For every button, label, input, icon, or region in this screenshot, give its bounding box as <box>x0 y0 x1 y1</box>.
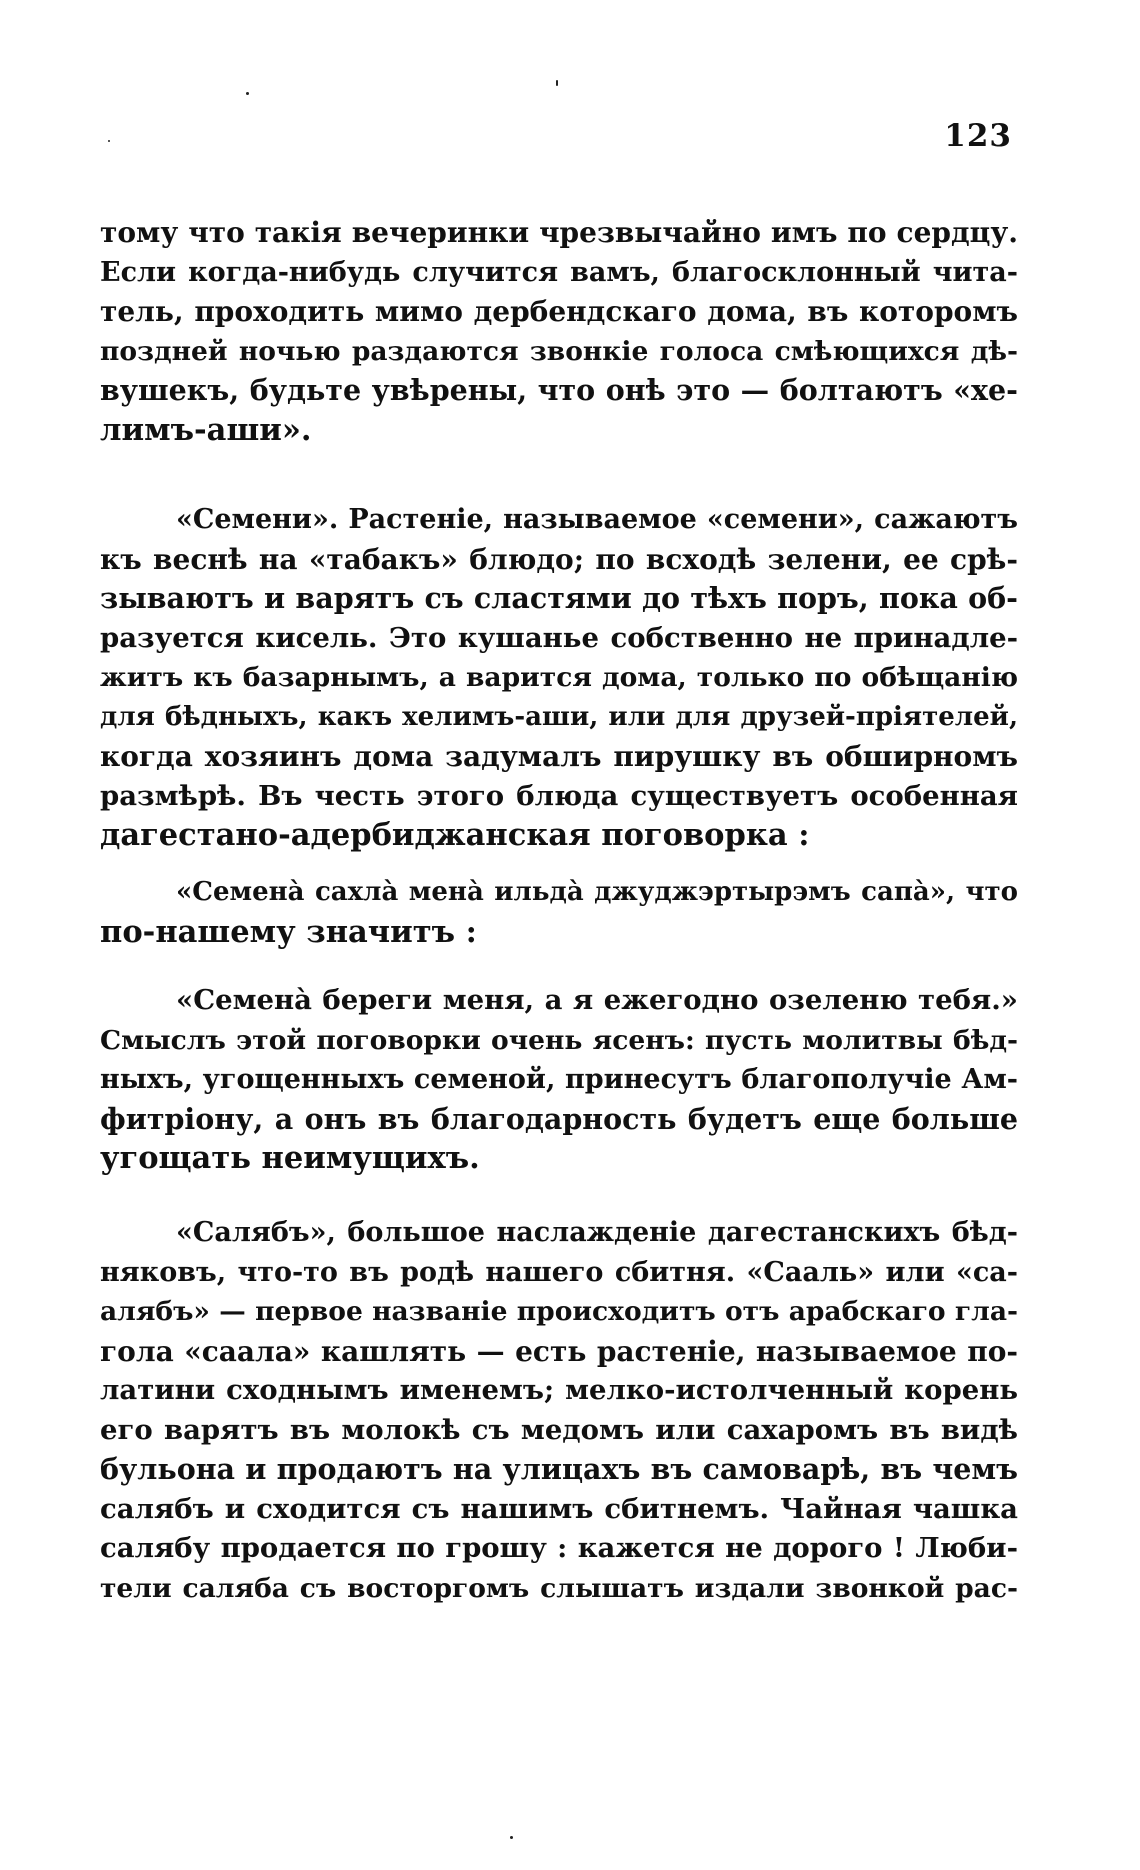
text-line: для бѣдныхъ, какъ хелимъ-аши, или для друзей-пріятелей, <box>100 701 1018 732</box>
paragraph-5 <box>100 1213 1018 1608</box>
text-line: размѣрѣ. Въ честь этого блюда существуетъ особенная <box>100 779 1018 812</box>
text-line: разуется кисель. Это кушанье собственно не принадле- <box>100 621 1018 654</box>
text-line: тому что такія вечеринки чрезвычайно имъ по сердцу. <box>100 216 1018 249</box>
paragraph-3 <box>100 873 1018 952</box>
text-line: гола «саала» кашлять — есть растеніе, называемое по- <box>100 1334 1018 1368</box>
text-line: Смыслъ этой поговорки очень ясенъ: пусть молитвы бѣд- <box>100 1024 1018 1056</box>
text-line: «Семени». Растеніе, называемое «семени», сажаютъ <box>176 504 1018 535</box>
paragraph-1 <box>100 213 1018 450</box>
text-line: дагестано-адербиджанская поговорка : <box>100 817 810 853</box>
text-line: «Семенà сахлà менà ильдà джуджэртырэмъ сапà», что <box>176 877 1018 907</box>
text-line: салябу продается по грошу : кажется не дорого ! Люби- <box>100 1532 1018 1564</box>
text-line: бульона и продаютъ на улицахъ въ самоварѣ, въ чемъ <box>100 1452 1018 1486</box>
text-line: по-нашему значитъ : <box>100 913 477 950</box>
text-line: фитріону, а онъ въ благодарность будетъ еще больше <box>100 1101 1018 1136</box>
paragraph-4 <box>100 981 1018 1179</box>
text-line: поздней ночью раздаются звонкіе голоса смѣющихся дѣ- <box>100 335 1018 367</box>
print-speck <box>510 1836 513 1839</box>
text-line: когда хозяинъ дома задумалъ пирушку въ обширномъ <box>100 740 1018 773</box>
text-line: вушекъ, будьте увѣрены, что онѣ это — болтаютъ «хе- <box>100 373 1018 407</box>
text-line: тели саляба съ восторгомъ слышатъ издали звонкой рас- <box>100 1572 1018 1604</box>
text-line: лимъ-аши». <box>100 411 312 448</box>
print-speck <box>108 140 110 142</box>
paragraph-2 <box>100 500 1018 856</box>
text-line: Если когда-нибудь случится вамъ, благосклонный чита- <box>100 256 1018 288</box>
text-line: алябъ» — первое названіе происходитъ отъ арабскаго гла- <box>100 1296 1018 1327</box>
text-line: зываютъ и варятъ съ сластями до тѣхъ поръ, пока об- <box>100 581 1018 615</box>
page-number: 123 <box>944 118 1012 154</box>
text-line: «Салябъ», большое наслажденіе дагестанскихъ бѣд- <box>176 1217 1018 1248</box>
text-line: угощать неимущихъ. <box>100 1140 480 1176</box>
text-line: его варятъ въ молокѣ съ медомъ или сахаромъ въ видѣ <box>100 1413 1018 1446</box>
text-line: къ веснѣ на «табакъ» блюдо; по всходѣ зелени, ее срѣ- <box>100 542 1018 576</box>
text-line: ныхъ, угощенныхъ семеной, принесутъ благополучіе Ам- <box>100 1064 1018 1095</box>
text-line: салябъ и сходится съ нашимъ сбитнемъ. Чайная чашка <box>100 1492 1018 1525</box>
text-line: латини сходнымъ именемъ; мелко-истолченный корень <box>100 1374 1018 1406</box>
print-speck <box>556 80 558 86</box>
text-line: тель, проходить мимо дербендскаго дома, въ которомъ <box>100 295 1018 328</box>
text-line: «Семенà береги меня, а я ежегодно озеленю тебя.» <box>176 984 1018 1016</box>
text-line: житъ къ базарнымъ, а варится дома, только по обѣщанію <box>100 662 1018 693</box>
text-line: няковъ, что-то въ родѣ нашего сбитня. «Сааль» или «са- <box>100 1256 1018 1288</box>
print-speck <box>246 92 249 95</box>
